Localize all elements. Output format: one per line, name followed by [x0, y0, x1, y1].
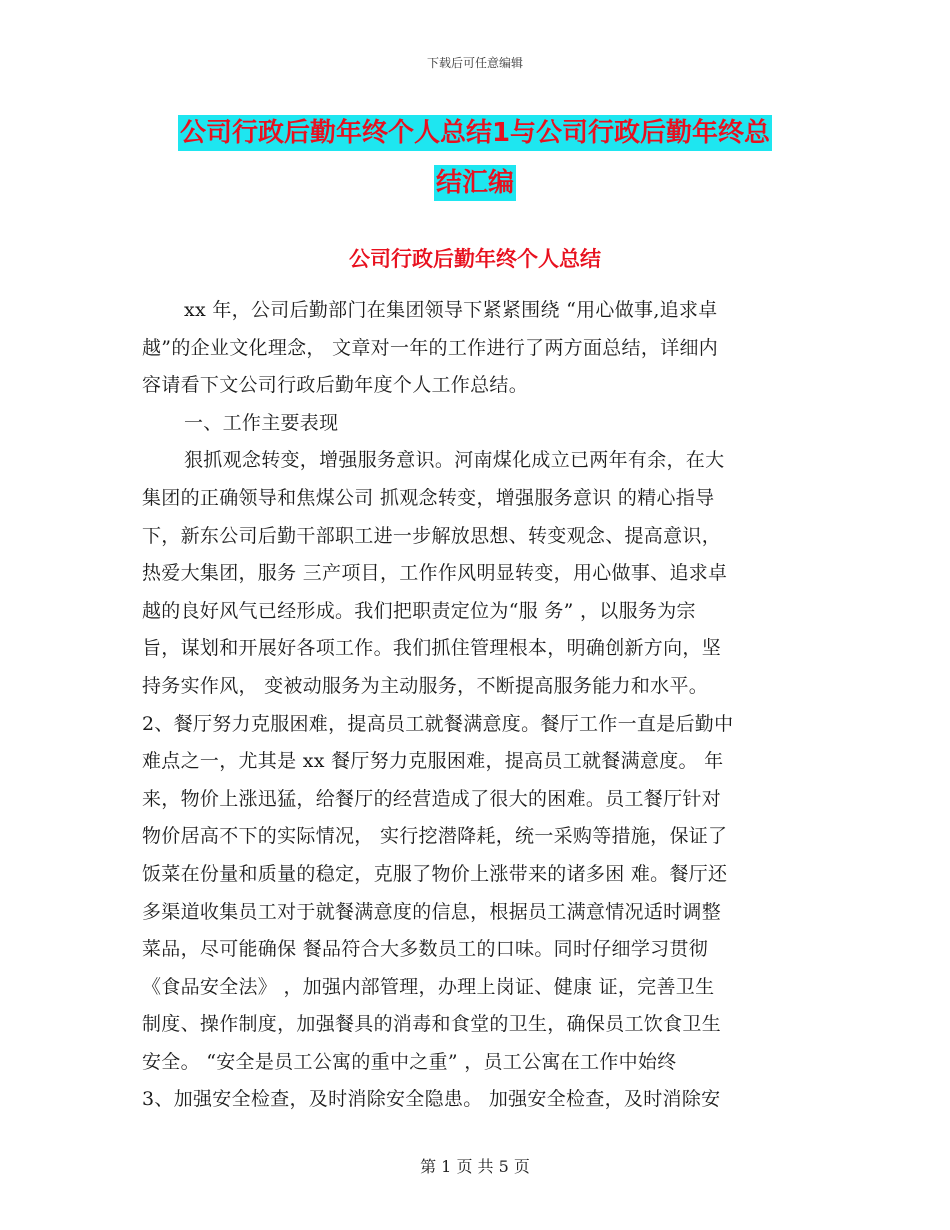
- text-line: 《食品安全法》 ，加强内部管理，办理上岗证、健康 证，完善卫生: [142, 975, 715, 998]
- text-line: 饭菜在份量和质量的稳定，克服了物价上涨带来的诸多困 难。餐厅还: [142, 862, 728, 885]
- text-line: 3、加强安全检查，及时消除安全隐患。 加强安全检查，及时消除安: [142, 1088, 721, 1111]
- text-line: 多渠道收集员工对于就餐满意度的信息，根据员工满意情况适时调整: [142, 900, 722, 923]
- text-line: 制度、操作制度，加强餐具的消毒和食堂的卫生，确保员工饮食卫生: [142, 1013, 722, 1036]
- title-line-1: 公司行政后勤年终个人总结1与公司行政后勤年终总: [178, 115, 772, 151]
- header-note: 下载后可任意编辑: [426, 56, 523, 70]
- body-text: [142, 292, 812, 1119]
- page-footer: 第 1 页 共 5 页: [420, 1157, 530, 1176]
- section-title: 公司行政后勤年终个人总结: [349, 247, 601, 271]
- text-line: 物价居高不下的实际情况， 实行挖潜降耗，统一采购等措施，保证了: [142, 825, 728, 848]
- text-line: 来，物价上涨迅猛，给餐厅的经营造成了很大的困难。员工餐厅针对: [142, 787, 722, 810]
- text-line: 狠抓观念转变，增强服务意识。河南煤化成立已两年有余，在大: [184, 449, 725, 472]
- text-line: xx 年，公司后勤部门在集团领导下紧紧围绕 “用心做事,追求卓: [184, 299, 718, 321]
- document-title: [140, 108, 810, 208]
- text-line: 集团的正确领导和焦煤公司 抓观念转变，增强服务意识 的精心指导: [142, 486, 715, 509]
- text-line: 难点之一，尤其是 xx 餐厅努力克服困难，提高员工就餐满意度。 年: [142, 750, 724, 773]
- title-line-2: 结汇编: [434, 165, 516, 201]
- text-line: 2、餐厅努力克服困难，提高员工就餐满意度。餐厅工作一直是后勤中: [142, 712, 734, 735]
- text-line: 安全。 “安全是员工公寓的重中之重” ，员工公寓在工作中始终: [142, 1050, 677, 1073]
- text-line: 下，新东公司后勤干部职工进一步解放思想、转变观念、提高意识，: [142, 524, 722, 547]
- text-line: 越的良好风气已经形成。我们把职责定位为“服 务” ，以服务为宗: [142, 599, 696, 622]
- text-line: 容请看下文公司行政后勤年度个人工作总结。: [142, 374, 529, 397]
- text-line: 旨，谋划和开展好各项工作。我们抓住管理根本，明确创新方向，坚: [142, 637, 722, 660]
- text-line: 越”的企业文化理念， 文章对一年的工作进行了两方面总结，详细内: [142, 336, 719, 359]
- text-line: 持务实作风， 变被动服务为主动服务，不断提高服务能力和水平。: [142, 674, 709, 697]
- text-line: 一、工作主要表现: [184, 411, 339, 434]
- text-line: 热爱大集团，服务 三产项目，工作作风明显转变，用心做事、追求卓: [142, 562, 728, 585]
- text-line: 菜品，尽可能确保 餐品符合大多数员工的口味。同时仔细学习贯彻: [142, 938, 709, 961]
